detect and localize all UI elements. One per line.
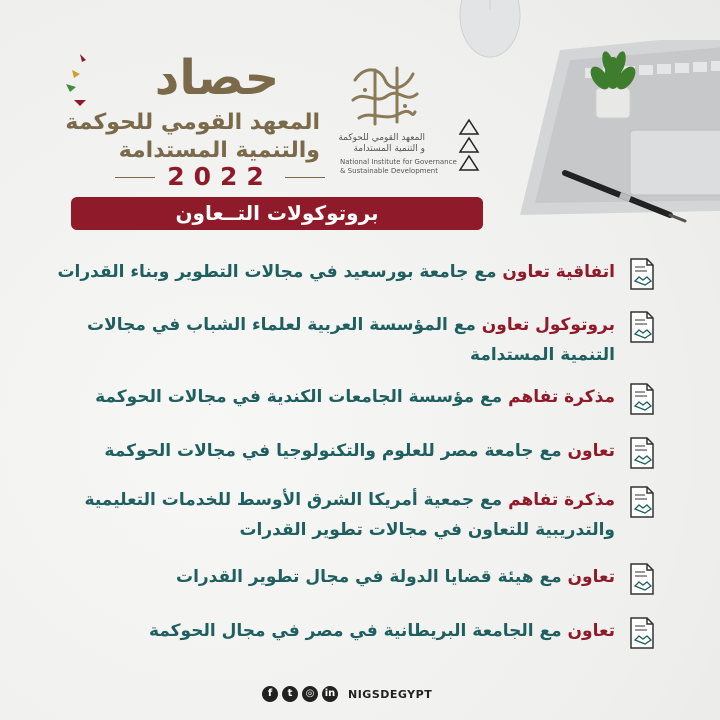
agreement-document-icon (627, 616, 657, 650)
year-text: 2022 (167, 162, 273, 191)
title-word-text: حصاد (154, 52, 280, 102)
list-item (57, 562, 657, 596)
item-rest: مع مؤسسة الجامعات الكندية في مجالات الحوكمة (95, 387, 509, 407)
item-rest: مع جمعية أمريكا الشرق الأوسط للخدمات التعليمية والتدريبية للتعاون في مجالات تطوير القدرات (84, 490, 615, 540)
calligraphy-logo-icon (345, 60, 423, 132)
list-item (57, 310, 657, 374)
item-rest: مع هيئة قضايا الدولة في مجال تطوير القدرات (175, 567, 568, 587)
item-text (55, 485, 615, 545)
stacked-triangles-icon (458, 118, 480, 174)
item-text (55, 436, 615, 466)
agreement-document-icon (627, 485, 657, 519)
agreement-document-icon (627, 382, 657, 416)
agreement-document-icon (627, 310, 657, 344)
item-text (55, 382, 615, 412)
item-highlight: اتفاقية تعاون (502, 262, 615, 282)
mouse-icon (455, 0, 525, 60)
section-banner: بروتوكولات التــعاون (71, 197, 483, 230)
social-handle: NIGSDEGYPT (348, 687, 433, 701)
pen-icon (560, 165, 690, 225)
item-text (55, 616, 615, 646)
title-word (112, 52, 322, 102)
item-text (55, 257, 615, 287)
item-rest: مع المؤسسة العربية لعلماء الشباب في مجالات التنمية المستدامة (87, 315, 615, 365)
agreement-document-icon (627, 436, 657, 470)
instagram-icon[interactable]: ◎ (302, 686, 318, 702)
accent-marks-icon (60, 52, 105, 112)
item-highlight: مذكرة تفاهم (508, 387, 615, 407)
item-highlight: مذكرة تفاهم (508, 490, 615, 510)
year-row (115, 164, 325, 190)
list-item (57, 257, 657, 291)
agreement-document-icon (627, 562, 657, 596)
logo-arabic-line2: و التنمية المستدامة (353, 144, 425, 154)
item-highlight: بروتوكول تعاون (481, 315, 615, 335)
list-item (57, 436, 657, 470)
item-rest: مع جامعة بورسعيد في مجالات التطوير وبناء القدرات (57, 262, 503, 282)
list-item (57, 382, 657, 416)
list-item (57, 485, 657, 549)
list-item (57, 616, 657, 650)
social-footer (262, 684, 432, 704)
plant-icon (578, 48, 648, 120)
institute-name-line1: المعهد القومي للحوكمة (65, 110, 320, 135)
twitter-icon[interactable]: t (282, 686, 298, 702)
logo-arabic-line1: المعهد القومي للحوكمة (338, 133, 425, 143)
linkedin-icon[interactable]: in (322, 686, 338, 702)
institute-name-line2: والتنمية المستدامة (118, 138, 320, 163)
logo-english-line2: & Sustainable Development (340, 167, 438, 175)
item-text (55, 310, 615, 370)
item-highlight: تعاون (567, 567, 615, 587)
logo-english-line1: National Institute for Governance (340, 158, 457, 166)
item-rest: مع الجامعة البريطانية في مصر في مجال الحوكمة (148, 621, 568, 641)
item-rest: مع جامعة مصر للعلوم والتكنولوجيا في مجالات الحوكمة (104, 441, 568, 461)
facebook-icon[interactable]: f (262, 686, 278, 702)
item-highlight: تعاون (567, 441, 615, 461)
agreement-document-icon (627, 257, 657, 291)
item-highlight: تعاون (567, 621, 615, 641)
item-text (55, 562, 615, 592)
